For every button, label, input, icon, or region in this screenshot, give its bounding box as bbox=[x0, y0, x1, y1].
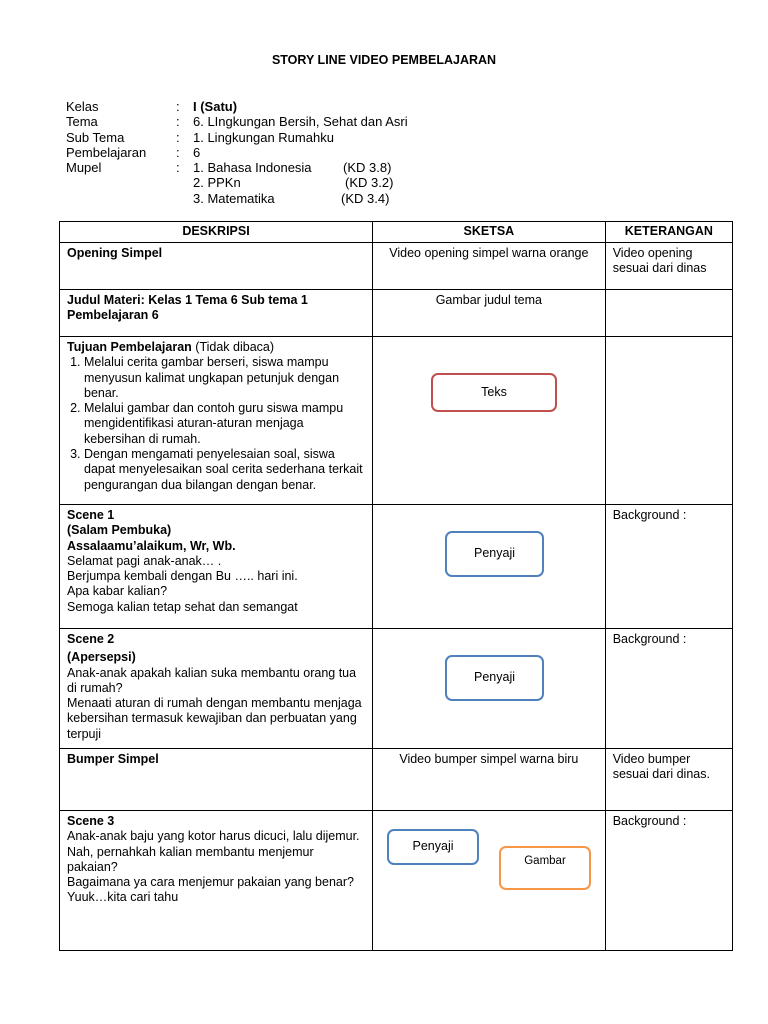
kelas-value: I (Satu) bbox=[193, 99, 238, 114]
scene2-desc bbox=[60, 629, 373, 749]
table-row-tujuan bbox=[60, 337, 733, 505]
document-title: STORY LINE VIDEO PEMBELAJARAN bbox=[271, 53, 497, 67]
info-row-subtema bbox=[66, 130, 408, 145]
tujuan-heading: Tujuan Pembelajaran bbox=[67, 340, 192, 354]
judul-desc: Judul Materi: Kelas 1 Tema 6 Sub tema 1 Pembelajaran 6 bbox=[60, 290, 373, 337]
scene3-title: Scene 3 bbox=[67, 814, 115, 828]
scene1-desc bbox=[60, 505, 373, 629]
table-row-scene3 bbox=[60, 811, 733, 951]
info-row-mupel bbox=[66, 160, 408, 206]
table-header-row bbox=[60, 222, 733, 243]
header-deskripsi: DESKRIPSI bbox=[60, 222, 373, 243]
tujuan-list bbox=[67, 355, 365, 493]
scene2-line: Menaati aturan di rumah dengan membantu menjaga kebersihan termasuk kewajiban dan perbuatan yang terpuji bbox=[67, 696, 362, 741]
scene3-ket: Background : bbox=[605, 811, 732, 951]
table-row-bumper bbox=[60, 749, 733, 811]
subtema-value: 1. Lingkungan Rumahku bbox=[193, 129, 334, 145]
tujuan-desc bbox=[60, 337, 373, 505]
scene2-ket: Background : bbox=[605, 629, 732, 749]
mapel-kd: (KD 3.8) bbox=[343, 160, 392, 176]
info-row-kelas bbox=[66, 99, 408, 114]
tujuan-note: (Tidak dibaca) bbox=[191, 340, 275, 354]
lesson-info bbox=[66, 99, 408, 206]
mapel-kd: (KD 3.4) bbox=[341, 190, 390, 206]
mapel-name: 2. PPKn bbox=[193, 175, 241, 191]
penyaji-box: Penyaji bbox=[445, 655, 544, 701]
bumper-ket: Video bumper sesuai dari dinas. bbox=[605, 749, 732, 811]
scene1-subtitle: (Salam Pembuka) bbox=[67, 523, 172, 538]
colon: : bbox=[176, 114, 180, 130]
mupel-label: Mupel bbox=[66, 160, 102, 176]
tema-label: Tema bbox=[66, 114, 98, 130]
mapel-name: 1. Bahasa Indonesia bbox=[193, 160, 312, 176]
header-keterangan: KETERANGAN bbox=[605, 222, 732, 243]
scene1-sketsa bbox=[373, 505, 606, 629]
tema-value: 6. LIngkungan Bersih, Sehat dan Asri bbox=[193, 114, 408, 130]
mapel-list bbox=[193, 160, 393, 206]
scene1-line: Selamat pagi anak-anak… . bbox=[67, 553, 222, 568]
scene1-line: Semoga kalian tetap sehat dan semangat bbox=[67, 599, 298, 614]
judul-sketsa: Gambar judul tema bbox=[373, 290, 606, 337]
scene2-subtitle: (Apersepsi) bbox=[67, 650, 136, 665]
table-row-scene1 bbox=[60, 505, 733, 629]
colon: : bbox=[176, 160, 180, 176]
list-item: 1. Melalui cerita gambar berseri, siswa mampu menyusun kalimat ungkapan petunjuk dengan benar. bbox=[84, 355, 365, 401]
scene1-line: Apa kabar kalian? bbox=[67, 584, 168, 599]
gambar-box: Gambar bbox=[499, 846, 591, 890]
table-row-opening bbox=[60, 243, 733, 290]
colon: : bbox=[176, 99, 180, 114]
pembelajaran-label: Pembelajaran bbox=[66, 144, 147, 160]
scene3-line: Bagaimana ya cara menjemur pakaian yang benar? bbox=[67, 875, 354, 890]
bumper-sketsa: Video bumper simpel warna biru bbox=[373, 749, 606, 811]
tujuan-sketsa bbox=[373, 337, 606, 505]
scene3-desc bbox=[60, 811, 373, 951]
header-sketsa: SKETSA bbox=[373, 222, 606, 243]
kelas-label: Kelas bbox=[66, 99, 99, 114]
mapel-item bbox=[193, 191, 393, 206]
pembelajaran-value: 6 bbox=[193, 144, 201, 160]
info-row-tema bbox=[66, 114, 408, 129]
opening-sketsa: Video opening simpel warna orange bbox=[373, 243, 606, 290]
scene1-line: Berjumpa kembali dengan Bu ….. hari ini. bbox=[67, 569, 298, 584]
scene1-greeting: Assalaamu’alaikum, Wr, Wb. bbox=[67, 538, 236, 553]
scene3-line: Yuuk…kita cari tahu bbox=[67, 890, 179, 905]
table-row-judul bbox=[60, 290, 733, 337]
scene2-title: Scene 2 bbox=[67, 632, 115, 646]
colon: : bbox=[176, 144, 180, 160]
table-row-scene2 bbox=[60, 629, 733, 749]
penyaji-box: Penyaji bbox=[387, 829, 479, 865]
scene3-sketsa bbox=[373, 811, 606, 951]
storyline-table bbox=[59, 221, 733, 951]
subtema-label: Sub Tema bbox=[66, 129, 125, 145]
mapel-kd: (KD 3.2) bbox=[345, 175, 394, 191]
scene1-ket: Background : bbox=[605, 505, 732, 629]
opening-desc: Opening Simpel bbox=[60, 243, 373, 290]
mapel-name: 3. Matematika bbox=[193, 190, 275, 206]
scene2-line: Anak-anak apakah kalian suka membantu orang tua di rumah? bbox=[67, 665, 357, 695]
penyaji-box: Penyaji bbox=[445, 531, 544, 577]
bumper-desc: Bumper Simpel bbox=[60, 749, 373, 811]
scene2-sketsa bbox=[373, 629, 606, 749]
info-row-pembelajaran bbox=[66, 145, 408, 160]
scene1-title: Scene 1 bbox=[67, 508, 115, 522]
list-item: 2. Melalui gambar dan contoh guru siswa mampu mengidentifikasi aturan-aturan menjaga kebersihan di rumah. bbox=[84, 401, 365, 447]
list-item: 3. Dengan mengamati penyelesaian soal, siswa dapat menyelesaikan soal cerita sederhana terkait pengurangan dua bilangan dengan benar. bbox=[84, 447, 365, 493]
opening-ket: Video opening sesuai dari dinas bbox=[605, 243, 732, 290]
teks-box: Teks bbox=[431, 373, 557, 412]
judul-ket bbox=[605, 290, 732, 337]
mapel-item bbox=[193, 175, 393, 190]
scene3-line: Nah, pernahkah kalian membantu menjemur pakaian? bbox=[67, 844, 314, 874]
tujuan-ket bbox=[605, 337, 732, 505]
mapel-item bbox=[193, 160, 393, 175]
scene3-line: Anak-anak baju yang kotor harus dicuci, lalu dijemur. bbox=[67, 829, 360, 844]
colon: : bbox=[176, 129, 180, 145]
